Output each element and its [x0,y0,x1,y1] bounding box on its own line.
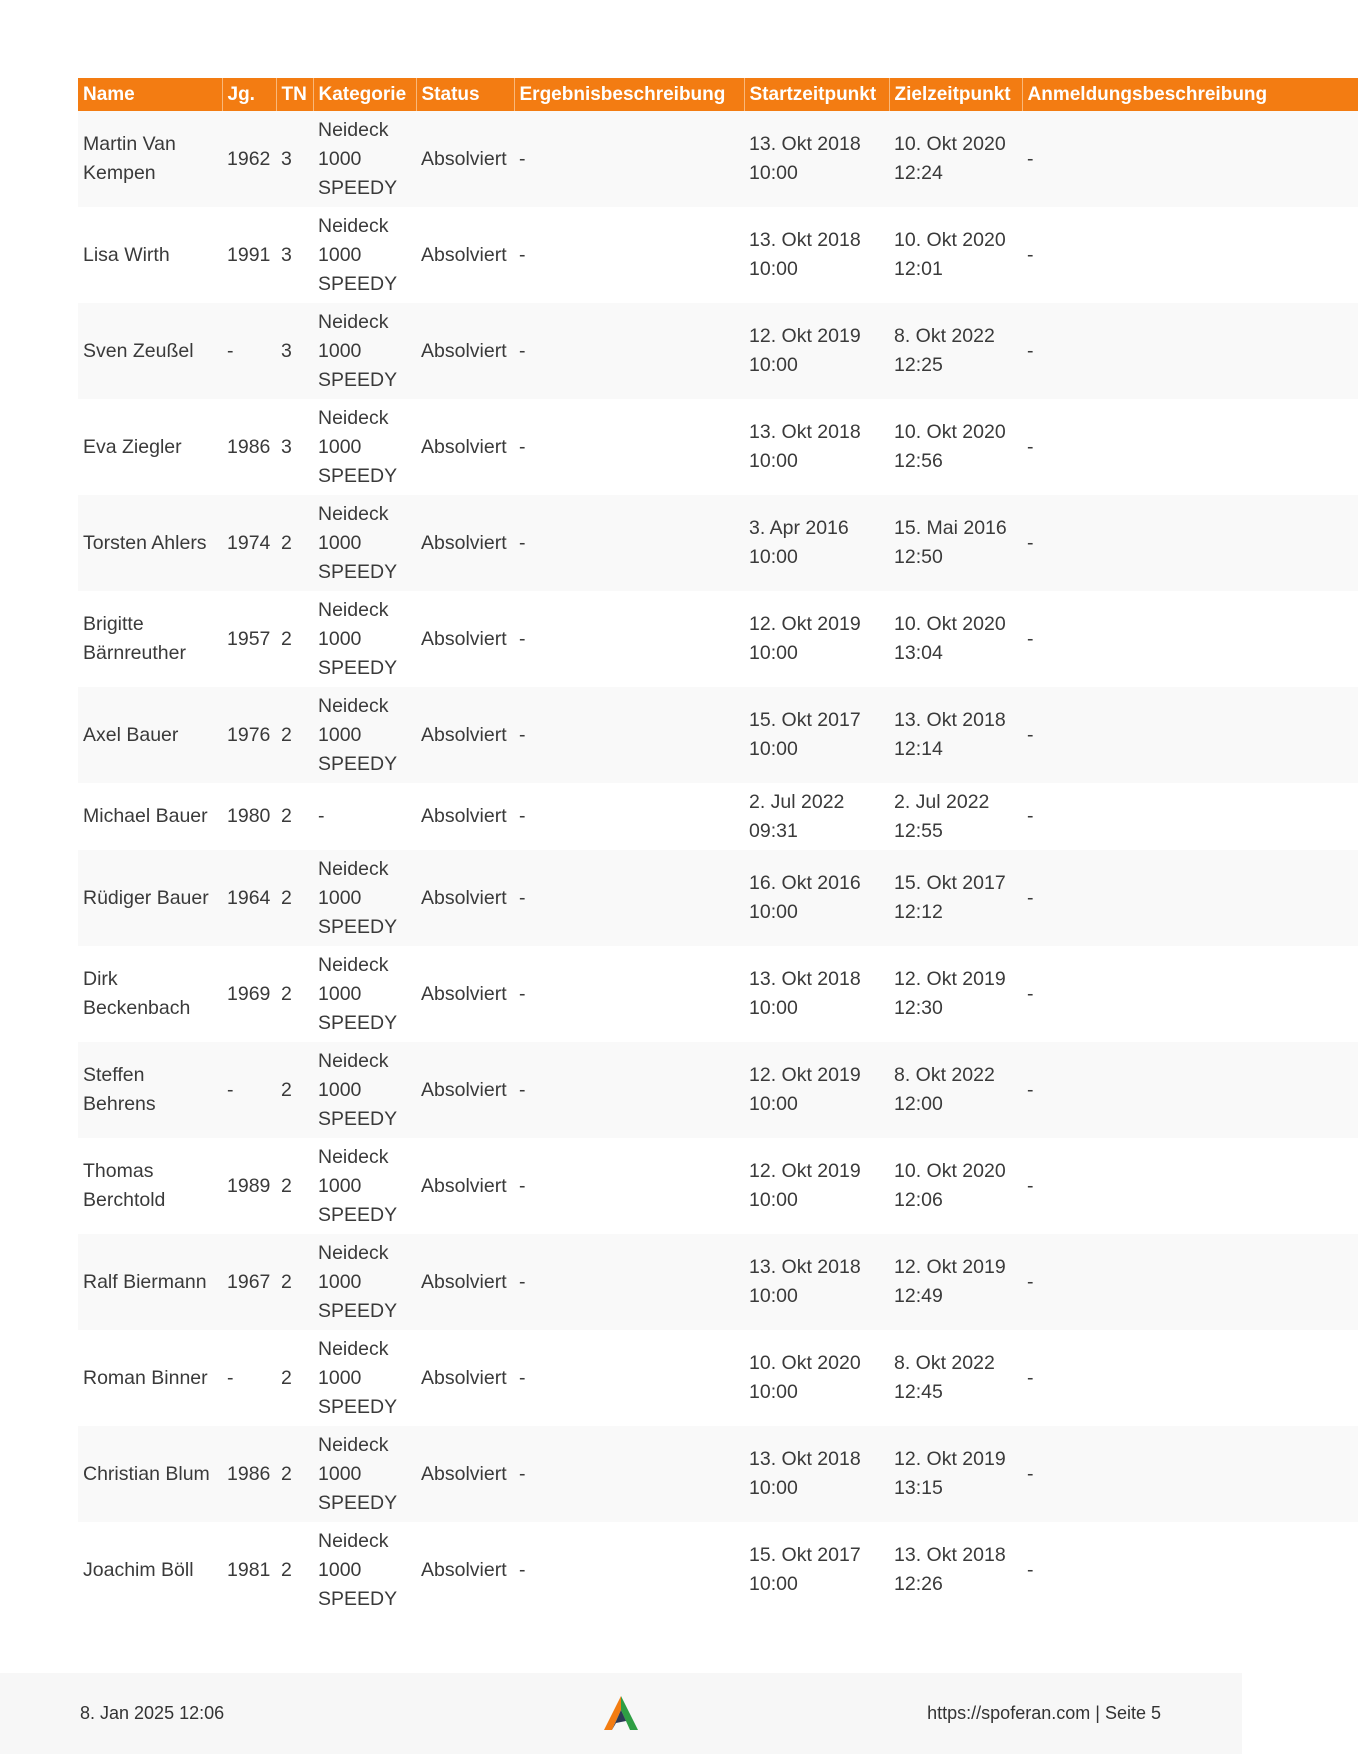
cell-name: Rüdiger Bauer [78,850,222,946]
cell-anmeldung: - [1022,687,1358,783]
spoferan-logo-icon [600,1694,642,1732]
cell-status: Absolviert [416,850,514,946]
cell-jg: 1980 [222,783,276,850]
header-jg: Jg. [222,78,276,111]
cell-ergebnis: - [514,303,744,399]
cell-status: Absolviert [416,1330,514,1426]
cell-anmeldung: - [1022,495,1358,591]
cell-start: 13. Okt 2018 10:00 [744,946,889,1042]
header-kategorie: Kategorie [313,78,416,111]
table-row [78,1522,1358,1618]
footer-date: 8. Jan 2025 12:06 [80,1703,225,1723]
cell-jg: 1957 [222,591,276,687]
cell-jg: 1981 [222,1522,276,1618]
cell-jg: - [222,303,276,399]
cell-ergebnis: - [514,399,744,495]
cell-tn: 2 [276,946,313,1042]
cell-status: Absolviert [416,111,514,207]
cell-name: Steffen Behrens [78,1042,222,1138]
cell-anmeldung: - [1022,783,1358,850]
cell-status: Absolviert [416,1138,514,1234]
cell-start: 12. Okt 2019 10:00 [744,591,889,687]
table-row [78,303,1358,399]
cell-ergebnis: - [514,1330,744,1426]
cell-ziel: 12. Okt 2019 12:30 [889,946,1022,1042]
cell-status: Absolviert [416,1234,514,1330]
cell-jg: 1986 [222,399,276,495]
cell-ziel: 12. Okt 2019 13:15 [889,1426,1022,1522]
cell-anmeldung: - [1022,591,1358,687]
cell-status: Absolviert [416,1522,514,1618]
cell-kategorie: Neideck 1000 SPEEDY [313,303,416,399]
cell-name: Sven Zeußel [78,303,222,399]
footer-separator: | [1095,1703,1100,1723]
table-row [78,111,1358,207]
cell-ziel: 13. Okt 2018 12:14 [889,687,1022,783]
cell-ziel: 13. Okt 2018 12:26 [889,1522,1022,1618]
cell-name: Brigitte Bärnreuther [78,591,222,687]
cell-start: 2. Jul 2022 09:31 [744,783,889,850]
cell-status: Absolviert [416,687,514,783]
cell-ergebnis: - [514,687,744,783]
header-status: Status [416,78,514,111]
cell-jg: - [222,1042,276,1138]
cell-anmeldung: - [1022,1330,1358,1426]
table-row [78,1138,1358,1234]
cell-jg: 1991 [222,207,276,303]
table-row [78,687,1358,783]
cell-ziel: 10. Okt 2020 12:56 [889,399,1022,495]
cell-start: 13. Okt 2018 10:00 [744,207,889,303]
cell-jg: 1962 [222,111,276,207]
cell-tn: 2 [276,495,313,591]
cell-anmeldung: - [1022,1042,1358,1138]
cell-name: Axel Bauer [78,687,222,783]
table-row [78,591,1358,687]
cell-name: Ralf Biermann [78,1234,222,1330]
cell-anmeldung: - [1022,1234,1358,1330]
cell-tn: 2 [276,1234,313,1330]
cell-name: Roman Binner [78,1330,222,1426]
cell-start: 13. Okt 2018 10:00 [744,1426,889,1522]
cell-tn: 2 [276,783,313,850]
cell-start: 16. Okt 2016 10:00 [744,850,889,946]
cell-tn: 2 [276,1522,313,1618]
table-row [78,399,1358,495]
cell-kategorie: Neideck 1000 SPEEDY [313,495,416,591]
cell-start: 13. Okt 2018 10:00 [744,111,889,207]
cell-status: Absolviert [416,591,514,687]
cell-name: Christian Blum [78,1426,222,1522]
header-anmeldung: Anmeldungsbeschreibung [1022,78,1358,111]
cell-ergebnis: - [514,850,744,946]
cell-name: Lisa Wirth [78,207,222,303]
cell-status: Absolviert [416,1426,514,1522]
table-header-row [78,78,1358,111]
cell-start: 15. Okt 2017 10:00 [744,1522,889,1618]
header-name: Name [78,78,222,111]
cell-anmeldung: - [1022,111,1358,207]
cell-jg: 1989 [222,1138,276,1234]
cell-kategorie: Neideck 1000 SPEEDY [313,1522,416,1618]
cell-ziel: 10. Okt 2020 13:04 [889,591,1022,687]
cell-tn: 3 [276,303,313,399]
results-table-container [78,78,1268,1618]
cell-anmeldung: - [1022,303,1358,399]
cell-jg: 1967 [222,1234,276,1330]
header-ergebnis: Ergebnisbeschreibung [514,78,744,111]
cell-tn: 2 [276,687,313,783]
footer-url[interactable]: https://spoferan.com [927,1703,1091,1723]
cell-tn: 3 [276,111,313,207]
cell-kategorie: Neideck 1000 SPEEDY [313,207,416,303]
cell-ergebnis: - [514,1138,744,1234]
cell-ziel: 10. Okt 2020 12:24 [889,111,1022,207]
cell-start: 15. Okt 2017 10:00 [744,687,889,783]
cell-tn: 3 [276,399,313,495]
cell-status: Absolviert [416,495,514,591]
cell-kategorie: Neideck 1000 SPEEDY [313,687,416,783]
results-table [78,78,1358,1618]
cell-start: 10. Okt 2020 10:00 [744,1330,889,1426]
cell-jg: 1986 [222,1426,276,1522]
cell-ziel: 8. Okt 2022 12:00 [889,1042,1022,1138]
cell-status: Absolviert [416,946,514,1042]
cell-ergebnis: - [514,207,744,303]
cell-start: 13. Okt 2018 10:00 [744,399,889,495]
cell-start: 13. Okt 2018 10:00 [744,1234,889,1330]
cell-anmeldung: - [1022,850,1358,946]
cell-anmeldung: - [1022,1426,1358,1522]
table-row [78,1330,1358,1426]
cell-ergebnis: - [514,1234,744,1330]
cell-kategorie: Neideck 1000 SPEEDY [313,1042,416,1138]
cell-start: 12. Okt 2019 10:00 [744,303,889,399]
cell-jg: 1964 [222,850,276,946]
cell-status: Absolviert [416,207,514,303]
cell-jg: - [222,1330,276,1426]
cell-tn: 3 [276,207,313,303]
cell-ziel: 10. Okt 2020 12:01 [889,207,1022,303]
cell-kategorie: Neideck 1000 SPEEDY [313,591,416,687]
cell-start: 12. Okt 2019 10:00 [744,1138,889,1234]
cell-anmeldung: - [1022,399,1358,495]
cell-ergebnis: - [514,591,744,687]
cell-start: 12. Okt 2019 10:00 [744,1042,889,1138]
table-row [78,850,1358,946]
cell-name: Torsten Ahlers [78,495,222,591]
cell-ziel: 15. Mai 2016 12:50 [889,495,1022,591]
cell-name: Martin Van Kempen [78,111,222,207]
cell-kategorie: Neideck 1000 SPEEDY [313,946,416,1042]
header-ziel: Zielzeitpunkt [889,78,1022,111]
cell-status: Absolviert [416,399,514,495]
cell-ergebnis: - [514,1426,744,1522]
cell-ergebnis: - [514,946,744,1042]
cell-kategorie: Neideck 1000 SPEEDY [313,1426,416,1522]
cell-jg: 1969 [222,946,276,1042]
table-row [78,1426,1358,1522]
cell-ziel: 12. Okt 2019 12:49 [889,1234,1022,1330]
table-row [78,207,1358,303]
cell-tn: 2 [276,1426,313,1522]
cell-kategorie: Neideck 1000 SPEEDY [313,399,416,495]
cell-kategorie: Neideck 1000 SPEEDY [313,1234,416,1330]
table-row [78,1234,1358,1330]
cell-jg: 1974 [222,495,276,591]
cell-ergebnis: - [514,1522,744,1618]
cell-status: Absolviert [416,783,514,850]
cell-tn: 2 [276,1138,313,1234]
cell-tn: 2 [276,850,313,946]
table-row [78,495,1358,591]
cell-ziel: 8. Okt 2022 12:45 [889,1330,1022,1426]
cell-tn: 2 [276,591,313,687]
cell-ziel: 10. Okt 2020 12:06 [889,1138,1022,1234]
cell-ergebnis: - [514,111,744,207]
table-row [78,783,1358,850]
footer-meta [927,1673,1161,1754]
page-footer [0,1673,1242,1754]
cell-ziel: 8. Okt 2022 12:25 [889,303,1022,399]
cell-name: Eva Ziegler [78,399,222,495]
cell-name: Thomas Berchtold [78,1138,222,1234]
cell-anmeldung: - [1022,946,1358,1042]
cell-name: Dirk Beckenbach [78,946,222,1042]
footer-page: Seite 5 [1104,1703,1161,1723]
cell-ergebnis: - [514,1042,744,1138]
cell-ergebnis: - [514,495,744,591]
cell-kategorie: Neideck 1000 SPEEDY [313,1138,416,1234]
header-start: Startzeitpunkt [744,78,889,111]
cell-tn: 2 [276,1330,313,1426]
cell-kategorie: Neideck 1000 SPEEDY [313,1330,416,1426]
cell-anmeldung: - [1022,1522,1358,1618]
table-body [78,111,1358,1618]
cell-kategorie: - [313,783,416,850]
cell-status: Absolviert [416,1042,514,1138]
cell-ziel: 15. Okt 2017 12:12 [889,850,1022,946]
cell-kategorie: Neideck 1000 SPEEDY [313,850,416,946]
cell-anmeldung: - [1022,207,1358,303]
table-row [78,1042,1358,1138]
cell-start: 3. Apr 2016 10:00 [744,495,889,591]
cell-jg: 1976 [222,687,276,783]
cell-kategorie: Neideck 1000 SPEEDY [313,111,416,207]
cell-tn: 2 [276,1042,313,1138]
cell-ergebnis: - [514,783,744,850]
cell-ziel: 2. Jul 2022 12:55 [889,783,1022,850]
cell-name: Joachim Böll [78,1522,222,1618]
cell-name: Michael Bauer [78,783,222,850]
table-row [78,946,1358,1042]
cell-anmeldung: - [1022,1138,1358,1234]
header-tn: TN [276,78,313,111]
cell-status: Absolviert [416,303,514,399]
